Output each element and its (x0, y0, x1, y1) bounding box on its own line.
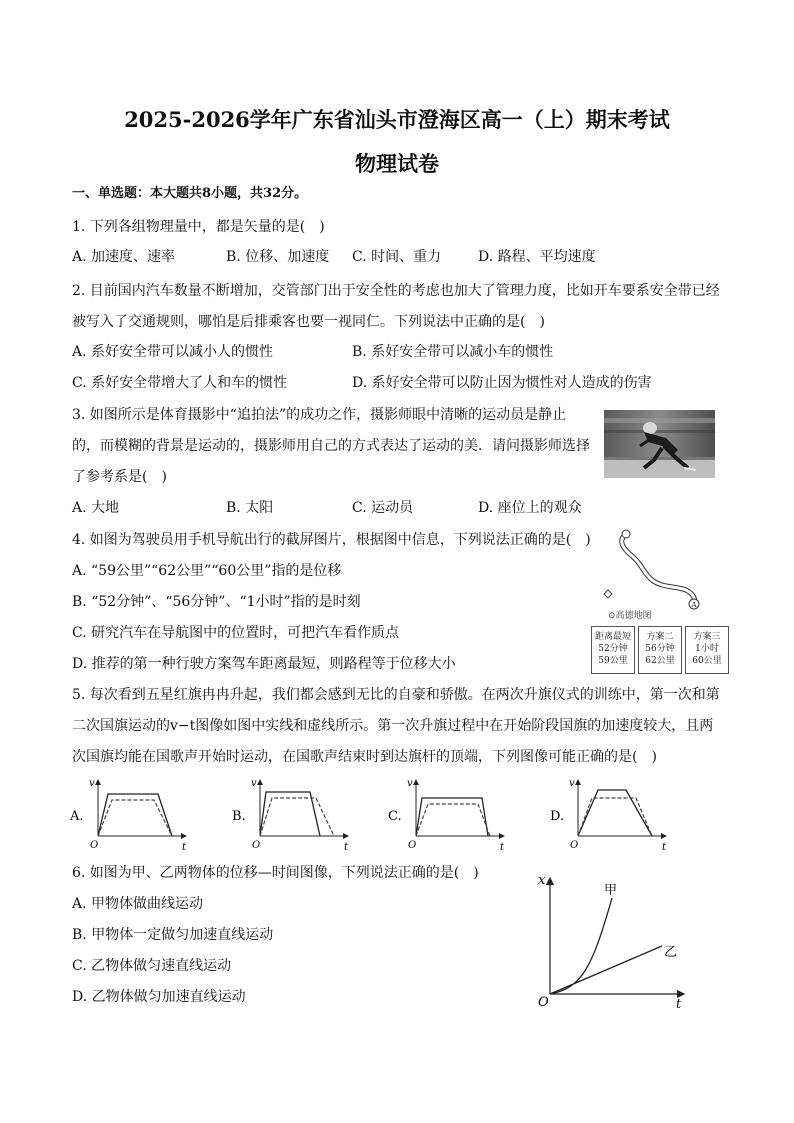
q5-stem-line3: 次国旗均能在国歌声开始时运动，在国歌声结束时到达旗杆的顶端，下列图像可能正确的是( ) (72, 749, 657, 765)
q5-stem-line1: 5. 每次看到五星红旗冉冉升起，我们都会感到无比的自豪和骄傲。在两次升旗仪式的训练中，第一次和第 (72, 687, 720, 703)
graph-d-label: D. (550, 809, 565, 824)
exam-subtitle: 物理试卷 (355, 151, 439, 176)
xt-x-axis-label: x (538, 873, 546, 888)
graph-b-v-axis: v (251, 778, 257, 789)
q2-option-b: B. 系好安全带可以减小车的惯性 (352, 344, 554, 360)
q4-option-b: B. “52分钟”、“56分钟”、“1小时”指的是时刻 (72, 594, 361, 610)
route-2-name: 方案二 (646, 632, 674, 642)
route-option-2 (638, 626, 682, 674)
graph-c-origin: O (408, 840, 417, 851)
graph-a-label: A. (70, 809, 84, 824)
route-1-time: 52分钟 (598, 644, 628, 654)
q3-option-d: D. 座位上的观众 (478, 500, 582, 516)
route-option-3 (685, 626, 729, 674)
q4-option-c: C. 研究汽车在导航图中的位置时，可把汽车看作质点 (72, 625, 400, 641)
graph-c-t-axis: t (500, 842, 505, 853)
route-3-distance: 60公里 (692, 656, 722, 666)
line-yi-label: 乙 (664, 945, 678, 960)
graph-a (69, 778, 187, 853)
xt-t-axis-label: t (676, 997, 682, 1010)
q2-option-a: A. 系好安全带可以减小人的惯性 (72, 344, 274, 360)
vt-graphs (68, 774, 728, 854)
graph-b-label: B. (232, 809, 246, 824)
graph-d (550, 778, 667, 853)
q3-stem-line3: 了参考系是( ) (72, 469, 167, 485)
svg-text:A: A (691, 601, 697, 609)
q5-stem-line2: 二次国旗运动的v−t图像如图中实线和虚线所示。第一次升旗过程中在开始阶段国旗的加速度较大，且两 (72, 718, 714, 734)
q6-option-c: C. 乙物体做匀速直线运动 (72, 958, 232, 974)
q1-option-c: C. 时间、重力 (352, 249, 442, 265)
route-3-name: 方案三 (693, 632, 721, 642)
q4-option-a: A. “59公里”“62公里”“60公里”指的是位移 (72, 563, 342, 579)
q6-option-a: A. 甲物体做曲线运动 (72, 896, 204, 912)
line-yi (550, 946, 662, 994)
graph-c-v-axis: v (407, 778, 413, 789)
graph-a-origin: O (90, 840, 99, 851)
route-2-time: 56分钟 (645, 644, 675, 654)
map-brand-label: ⊙高德地图 (608, 611, 652, 621)
graph-b-t-axis: t (344, 842, 349, 853)
q2-option-c: C. 系好安全带增大了人和车的惯性 (72, 375, 288, 391)
graph-c (388, 778, 505, 853)
route-option-1 (591, 626, 635, 674)
route-1-name: 距离最短 (594, 632, 631, 642)
q6-option-d: D. 乙物体做匀加速直线运动 (72, 989, 246, 1005)
navigation-map (596, 526, 706, 624)
curve-jia-label: 甲 (604, 883, 618, 898)
graph-d-t-axis: t (662, 842, 667, 853)
q2-option-d: D. 系好安全带可以防止因为惯性对人造成的伤害 (352, 375, 652, 391)
q4-stem: 4. 如图为驾驶员用手机导航出行的截屏图片，根据图中信息，下列说法正确的是( ) (72, 532, 591, 548)
q3-option-a: A. 大地 (72, 500, 120, 516)
q4-option-d: D. 推荐的第一种行驶方案驾车距离最短，则路程等于位移大小 (72, 656, 456, 672)
q2-stem-line1: 2. 目前国内汽车数量不断增加，交管部门出于安全性的考虑也加大了管理力度，比如开车要系安全带已经 (72, 283, 720, 299)
speed-skater-photo (604, 410, 715, 478)
graph-a-t-axis: t (182, 842, 187, 853)
q1-option-a: A. 加速度、速率 (72, 249, 176, 265)
route-1-distance: 59公里 (598, 656, 628, 666)
q1-option-b: B. 位移、加速度 (226, 249, 330, 265)
graph-d-v-axis: v (569, 778, 575, 789)
graph-b-origin: O (252, 840, 261, 851)
q6-stem: 6. 如图为甲、乙两物体的位移—时间图像，下列说法正确的是( ) (72, 865, 479, 881)
q6-option-b: B. 甲物体一定做匀加速直线运动 (72, 927, 274, 943)
curve-jia (550, 898, 612, 994)
graph-b (232, 778, 349, 853)
route-2-distance: 62公里 (645, 656, 675, 666)
xt-graph (530, 868, 690, 1010)
graph-c-label: C. (388, 809, 402, 824)
q2-stem-line2: 被写入了交通规则，哪怕是后排乘客也要一视同仁。下列说法中正确的是( ) (72, 314, 545, 330)
q1-stem: 1. 下列各组物理量中，都是矢量的是( ) (72, 219, 325, 235)
exam-title: 2025-2026学年广东省汕头市澄海区高一（上）期末考试 (124, 107, 670, 132)
graph-a-v-axis: v (89, 778, 95, 789)
q3-option-c: C. 运动员 (352, 500, 414, 516)
q3-stem-line1: 3. 如图所示是体育摄影中“追拍法”的成功之作，摄影师眼中清晰的运动员是静止 (72, 407, 567, 423)
section-heading: 一、单选题：本大题共8小题，共32分。 (72, 186, 308, 201)
q1-option-d: D. 路程、平均速度 (478, 249, 596, 265)
route-3-time: 1小时 (695, 644, 719, 654)
q3-option-b: B. 太阳 (226, 500, 274, 516)
graph-d-origin: O (570, 840, 579, 851)
q3-stem-line2: 的，而模糊的背景是运动的，摄影师用自己的方式表达了运动的美．请问摄影师选择 (72, 438, 590, 454)
xt-origin: O (538, 995, 549, 1010)
